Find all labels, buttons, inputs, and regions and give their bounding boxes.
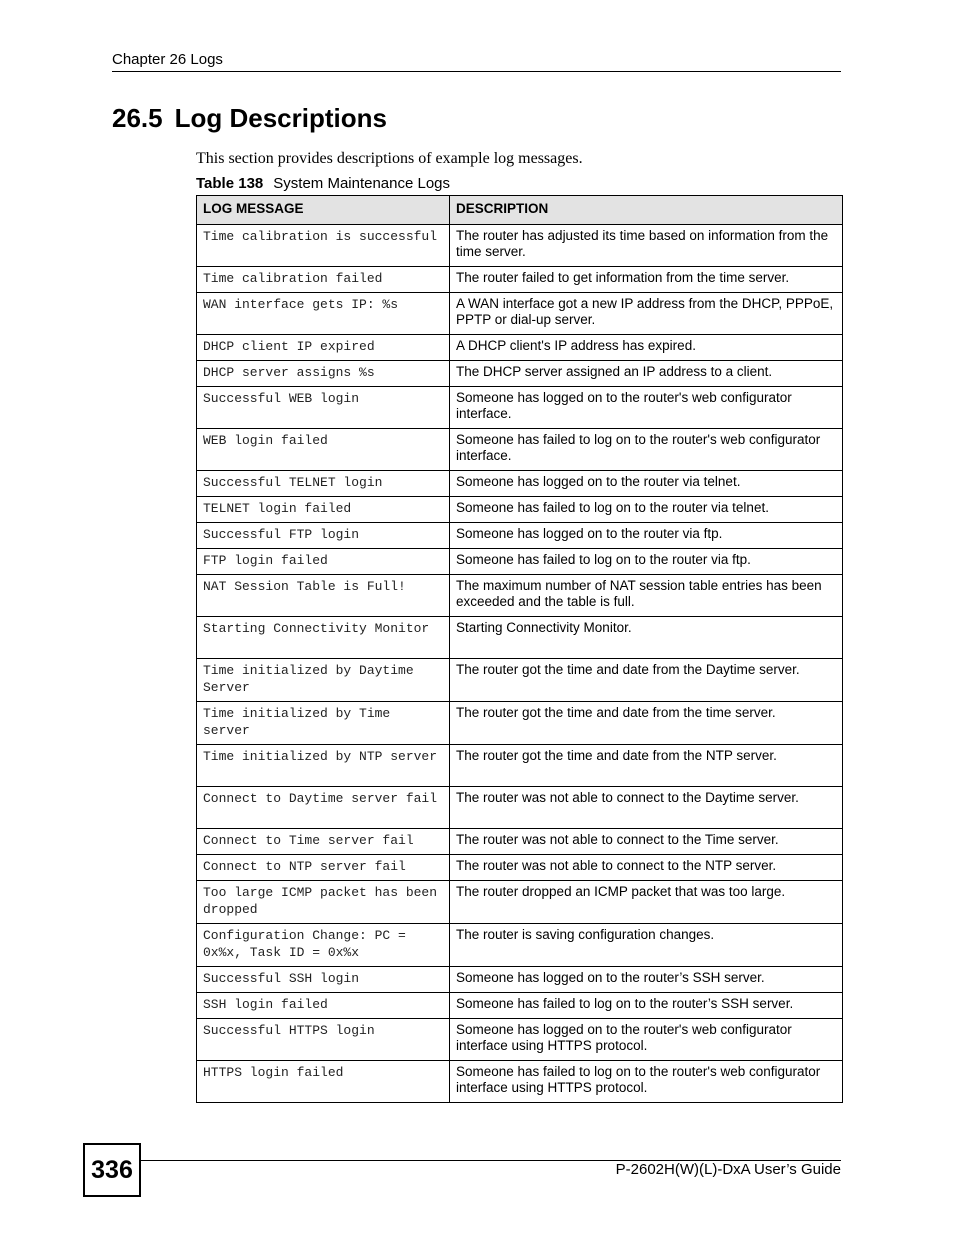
table-row xyxy=(197,617,843,659)
section-title xyxy=(112,103,387,134)
description-cell: Someone has failed to log on to the router's web configurator interface. xyxy=(450,429,843,471)
description-cell: Someone has failed to log on to the router’s SSH server. xyxy=(450,993,843,1019)
log-message-cell: NAT Session Table is Full! xyxy=(197,575,450,617)
table-row xyxy=(197,855,843,881)
log-message-cell: DHCP client IP expired xyxy=(197,335,450,361)
log-message-cell: Time initialized by Time server xyxy=(197,702,450,745)
section-number: 26.5 xyxy=(112,103,163,133)
description-cell: Someone has logged on to the router via telnet. xyxy=(450,471,843,497)
table-row xyxy=(197,993,843,1019)
intro-paragraph: This section provides descriptions of example log messages. xyxy=(196,150,583,167)
log-descriptions-table xyxy=(196,195,843,1103)
log-message-cell: Connect to Time server fail xyxy=(197,829,450,855)
table-row xyxy=(197,471,843,497)
description-cell: Someone has logged on to the router's web configurator interface using HTTPS protocol. xyxy=(450,1019,843,1061)
log-message-cell: WAN interface gets IP: %s xyxy=(197,293,450,335)
log-message-cell: Successful WEB login xyxy=(197,387,450,429)
table-row xyxy=(197,549,843,575)
log-message-cell: Successful SSH login xyxy=(197,967,450,993)
table-row xyxy=(197,267,843,293)
table-row xyxy=(197,575,843,617)
table-row xyxy=(197,497,843,523)
description-cell: The router got the time and date from the time server. xyxy=(450,702,843,745)
log-message-cell: Successful FTP login xyxy=(197,523,450,549)
table-row xyxy=(197,702,843,745)
section-title-text: Log Descriptions xyxy=(174,103,387,133)
page-number: 336 xyxy=(83,1143,141,1197)
column-header-description: DESCRIPTION xyxy=(450,196,843,225)
description-cell: Someone has failed to log on to the router via telnet. xyxy=(450,497,843,523)
table-row xyxy=(197,293,843,335)
table-caption xyxy=(196,175,450,192)
table-caption-title: System Maintenance Logs xyxy=(273,175,451,192)
table-row xyxy=(197,1019,843,1061)
description-cell: The router got the time and date from the Daytime server. xyxy=(450,659,843,702)
table-row xyxy=(197,787,843,829)
column-header-log-message: LOG MESSAGE xyxy=(197,196,450,225)
table-header-row xyxy=(197,196,843,225)
log-message-cell: WEB login failed xyxy=(197,429,450,471)
table-row xyxy=(197,829,843,855)
description-cell: Someone has logged on to the router's web configurator interface. xyxy=(450,387,843,429)
log-message-cell: Connect to NTP server fail xyxy=(197,855,450,881)
description-cell: The router dropped an ICMP packet that was too large. xyxy=(450,881,843,924)
table-row xyxy=(197,1061,843,1103)
table-row xyxy=(197,924,843,967)
description-cell: The router has adjusted its time based on information from the time server. xyxy=(450,225,843,267)
chapter-header: Chapter 26 Logs xyxy=(112,51,223,68)
header-rule xyxy=(112,71,841,72)
log-message-cell: Connect to Daytime server fail xyxy=(197,787,450,829)
description-cell: Someone has logged on to the router via ftp. xyxy=(450,523,843,549)
description-cell: The router was not able to connect to the Time server. xyxy=(450,829,843,855)
description-cell: A WAN interface got a new IP address from the DHCP, PPPoE, PPTP or dial-up server. xyxy=(450,293,843,335)
table-row xyxy=(197,659,843,702)
description-cell: A DHCP client's IP address has expired. xyxy=(450,335,843,361)
description-cell: Starting Connectivity Monitor. xyxy=(450,617,843,659)
table-row xyxy=(197,881,843,924)
log-message-cell: Too large ICMP packet has been dropped xyxy=(197,881,450,924)
log-message-cell: Successful HTTPS login xyxy=(197,1019,450,1061)
description-cell: The router was not able to connect to the Daytime server. xyxy=(450,787,843,829)
log-message-cell: Time calibration failed xyxy=(197,267,450,293)
log-message-cell: Time calibration is successful xyxy=(197,225,450,267)
log-message-cell: Configuration Change: PC = 0x%x, Task ID = 0x%x xyxy=(197,924,450,967)
table-row xyxy=(197,523,843,549)
log-message-cell: FTP login failed xyxy=(197,549,450,575)
table-row xyxy=(197,429,843,471)
description-cell: The router was not able to connect to the NTP server. xyxy=(450,855,843,881)
description-cell: Someone has failed to log on to the router's web configurator interface using HTTPS protocol. xyxy=(450,1061,843,1103)
table-row xyxy=(197,745,843,787)
log-message-cell: Successful TELNET login xyxy=(197,471,450,497)
description-cell: The router got the time and date from the NTP server. xyxy=(450,745,843,787)
log-message-cell: SSH login failed xyxy=(197,993,450,1019)
table-caption-number: Table 138 xyxy=(196,175,264,192)
description-cell: Someone has failed to log on to the router via ftp. xyxy=(450,549,843,575)
log-message-cell: DHCP server assigns %s xyxy=(197,361,450,387)
table-row xyxy=(197,225,843,267)
description-cell: Someone has logged on to the router’s SSH server. xyxy=(450,967,843,993)
description-cell: The DHCP server assigned an IP address to a client. xyxy=(450,361,843,387)
table-row xyxy=(197,361,843,387)
description-cell: The router is saving configuration changes. xyxy=(450,924,843,967)
log-message-cell: Starting Connectivity Monitor xyxy=(197,617,450,659)
footer-guide-title: P-2602H(W)(L)-DxA User’s Guide xyxy=(615,1161,841,1178)
description-cell: The router failed to get information from the time server. xyxy=(450,267,843,293)
description-cell: The maximum number of NAT session table entries has been exceeded and the table is full. xyxy=(450,575,843,617)
log-message-cell: Time initialized by Daytime Server xyxy=(197,659,450,702)
log-message-cell: Time initialized by NTP server xyxy=(197,745,450,787)
table-row xyxy=(197,335,843,361)
log-message-cell: HTTPS login failed xyxy=(197,1061,450,1103)
log-message-cell: TELNET login failed xyxy=(197,497,450,523)
table-row xyxy=(197,387,843,429)
table-row xyxy=(197,967,843,993)
